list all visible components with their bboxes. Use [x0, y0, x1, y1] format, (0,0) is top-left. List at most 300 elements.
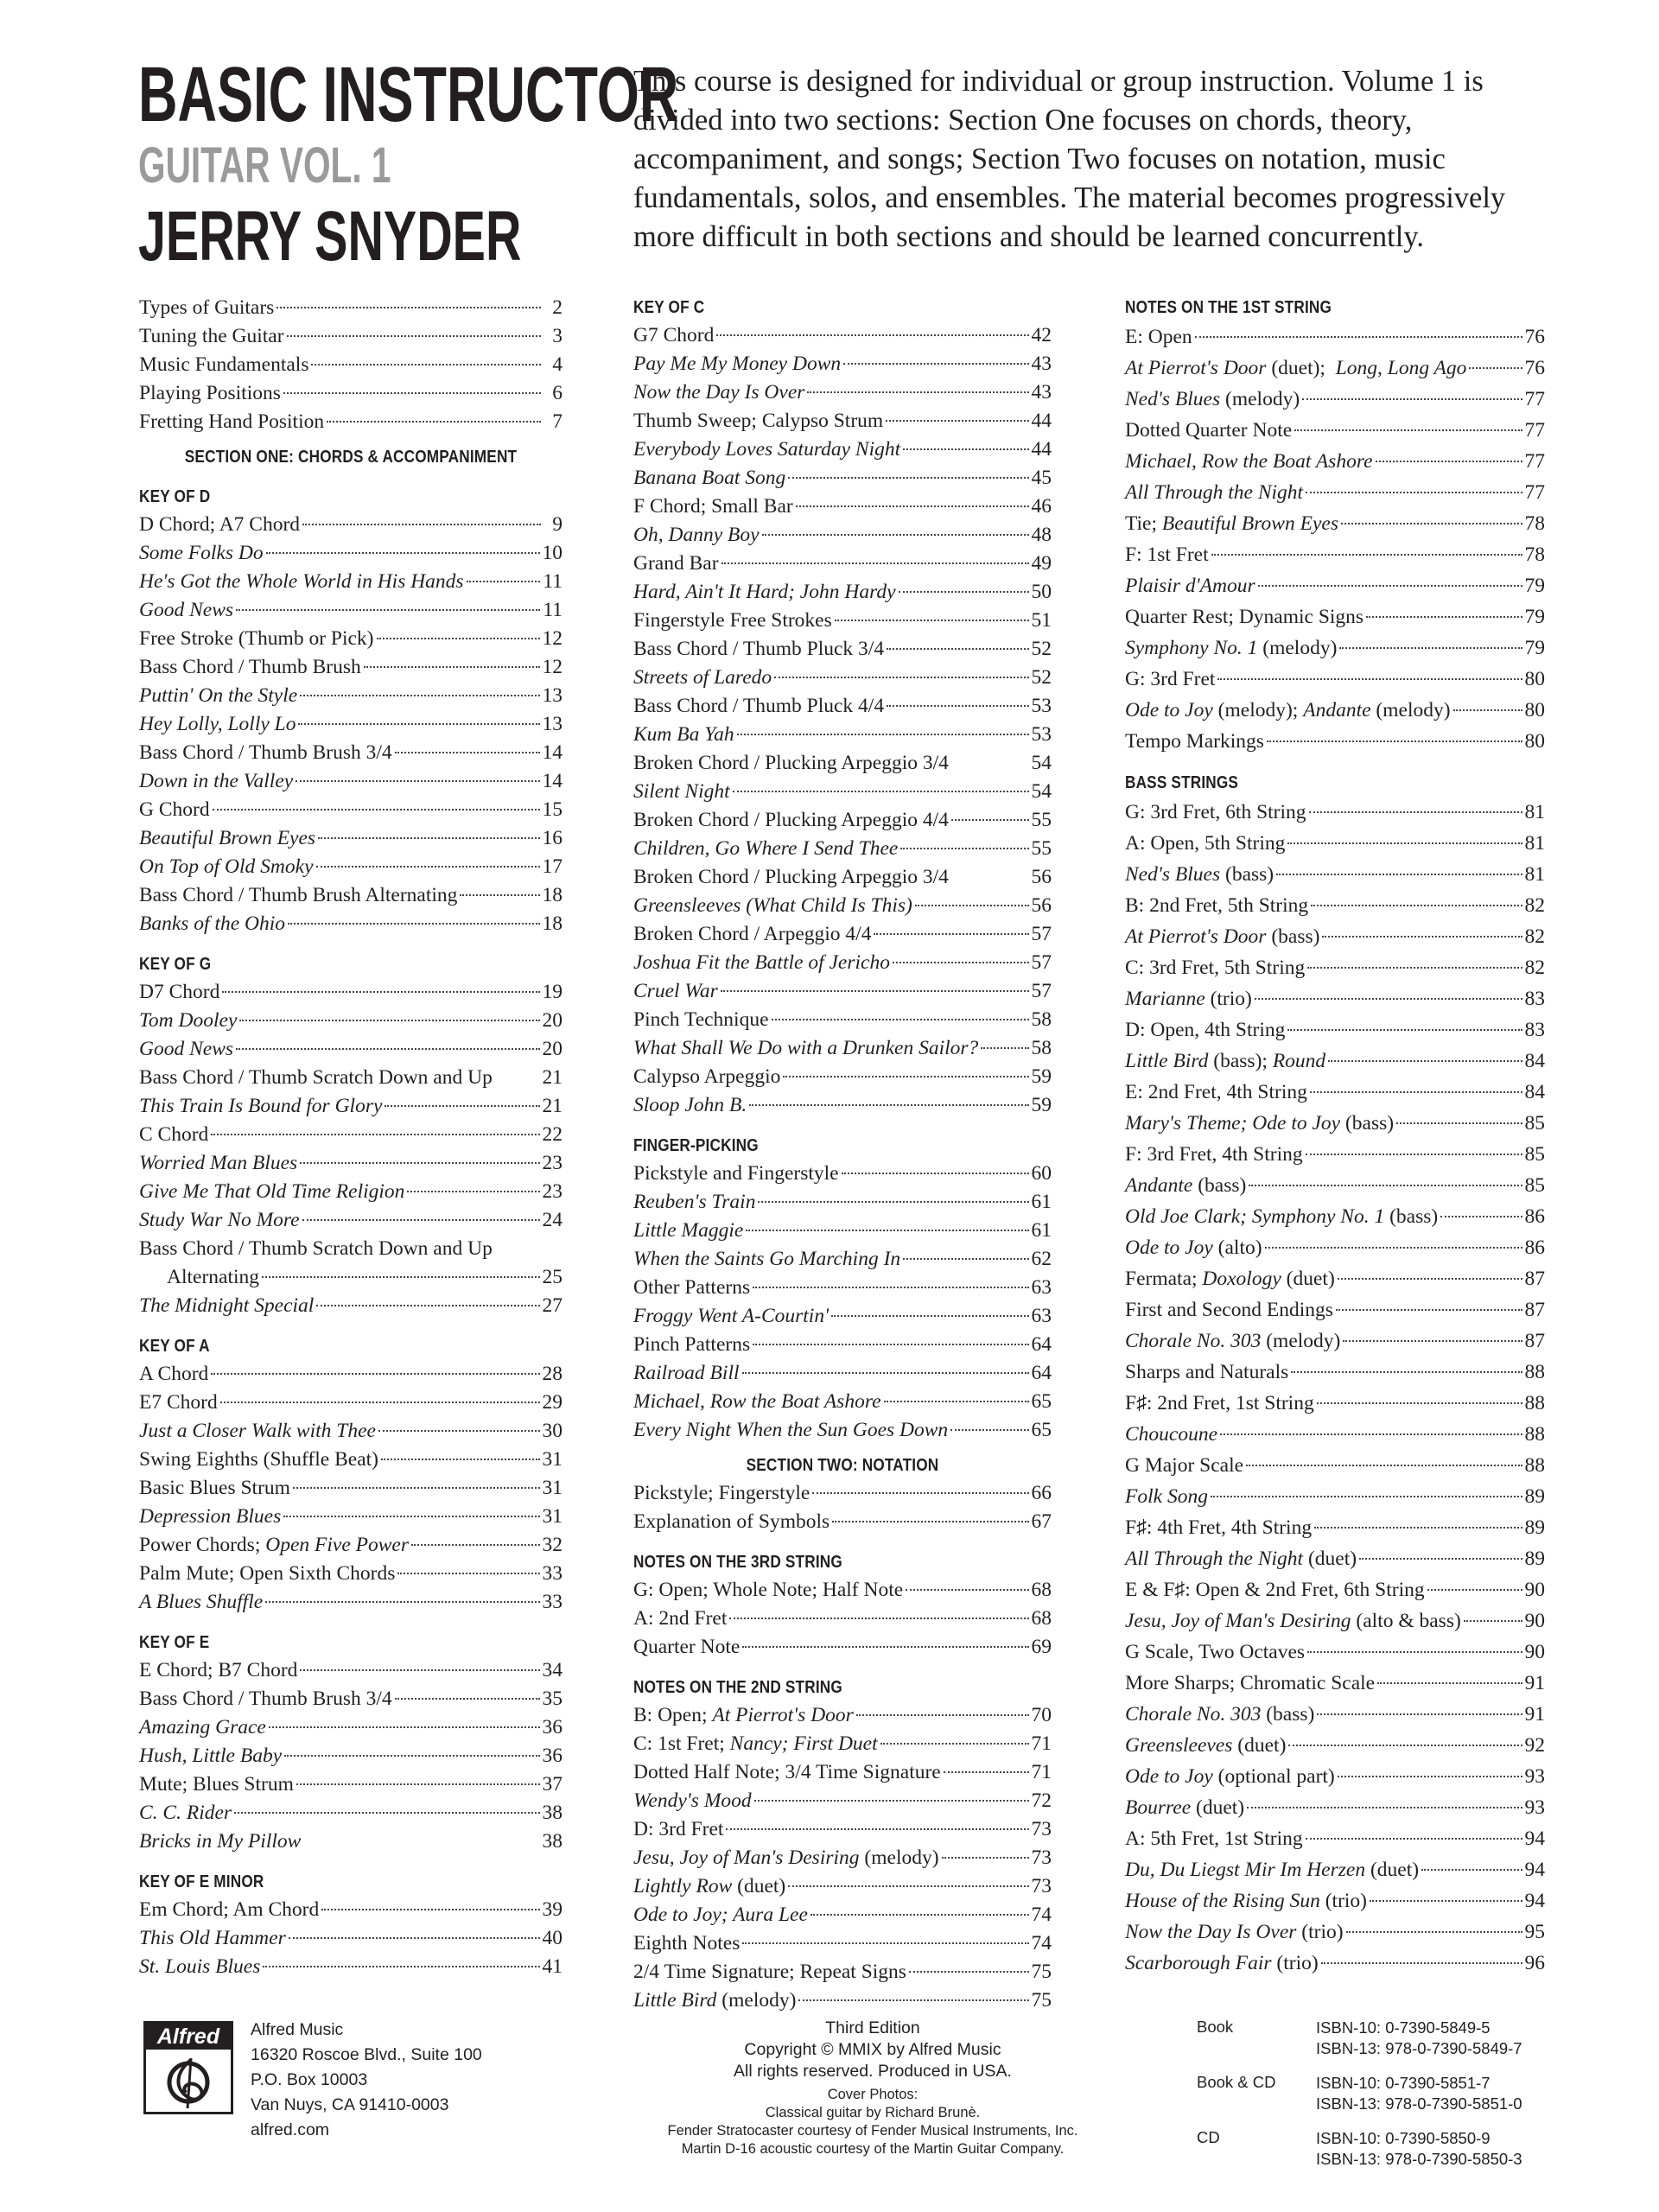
dot-leader [213, 809, 540, 810]
page-number: 57 [1031, 980, 1052, 1002]
toc-heading: FINGER-PICKING [633, 1136, 759, 1155]
toc-entry [139, 568, 563, 596]
entry-title [139, 910, 285, 938]
entry-title-text: Mute; Blues Strum [139, 1773, 294, 1796]
entry-title-suffix: (melody) [716, 1989, 797, 2012]
page-number: 51 [1031, 609, 1052, 632]
entry-title [139, 351, 308, 379]
toc-entry [633, 1188, 1052, 1217]
toc-entry [1125, 1170, 1545, 1201]
page-number: 74 [1031, 1904, 1052, 1926]
dot-leader [302, 1219, 540, 1221]
page-number: 13 [542, 684, 563, 707]
toc-entry [633, 607, 1052, 635]
toc-heading: NOTES ON THE 3RD STRING [633, 1553, 842, 1572]
page-number: 89 [1524, 1485, 1545, 1508]
entry-title [1125, 726, 1264, 757]
isbn-10: ISBN-10: 0-7390-5850-9 [1316, 2129, 1491, 2147]
entry-title [139, 1953, 260, 1981]
dot-leader [753, 1287, 1028, 1288]
entry-title [1125, 1170, 1246, 1201]
dot-leader [726, 1828, 1028, 1830]
dot-leader [1396, 1122, 1522, 1124]
toc-entry [633, 1929, 1052, 1958]
publisher-website: alfred.com [251, 2120, 330, 2139]
entry-title [633, 1986, 796, 2015]
entry-title-text: Study War No More [139, 1209, 300, 1231]
entry-title-text: Bass Chord / Thumb Brush 3/4 [139, 1688, 392, 1710]
entry-title [1125, 1294, 1333, 1325]
dot-leader [222, 991, 539, 993]
page-number: 27 [542, 1294, 563, 1317]
entry-title-text: When the Saints Go Marching In [633, 1248, 901, 1270]
toc-entry [139, 1531, 563, 1560]
dot-leader [407, 1191, 539, 1192]
isbn-label: Book & CD [1197, 2073, 1276, 2091]
page-number: 23 [542, 1152, 563, 1174]
dot-leader [239, 1020, 539, 1021]
entry-title-text: Playing Positions [139, 382, 281, 404]
entry-title [139, 1121, 208, 1149]
toc-entry [633, 1758, 1052, 1787]
entry-title-suffix: (bass) [1192, 1174, 1247, 1197]
dot-leader [1267, 741, 1522, 742]
entry-title-text: Streets of Laredo [633, 666, 772, 689]
entry-title [633, 664, 772, 692]
copyright: Copyright © MMIX by Alfred Music [744, 2040, 1001, 2059]
entry-title-rest: Beautiful Brown Eyes [1161, 512, 1338, 535]
entry-title [139, 1389, 218, 1417]
page-number: 90 [1524, 1610, 1545, 1632]
dot-leader [300, 1162, 539, 1164]
page-number: 57 [1031, 923, 1052, 945]
entry-title [1125, 384, 1300, 415]
page-number: 63 [1031, 1276, 1052, 1299]
entry-title-text: D: Open, 4th String [1125, 1019, 1286, 1041]
page-number: 34 [542, 1659, 563, 1681]
page-number: 38 [542, 1802, 563, 1824]
toc-entry [1125, 601, 1545, 632]
page-number: 93 [1524, 1796, 1545, 1819]
entry-title-text: Du, Du Liegst Mir Im Herzen [1125, 1859, 1366, 1881]
page-number: 91 [1524, 1672, 1545, 1694]
entry-title [633, 1091, 747, 1120]
entry-title-text: Chorale No. 303 [1125, 1703, 1262, 1726]
section-title: SECTION TWO: NOTATION [746, 1456, 939, 1475]
dot-leader [1265, 1247, 1522, 1249]
dot-leader [774, 677, 1028, 678]
page-number: 20 [542, 1038, 563, 1060]
page-number: 83 [1524, 1019, 1545, 1041]
page-number: 31 [542, 1505, 563, 1528]
entry-title-text: Banana Boat Song [633, 467, 786, 489]
page-number: 67 [1031, 1510, 1052, 1533]
entry-title-text: Little Maggie [633, 1219, 744, 1242]
dot-leader [944, 1771, 1029, 1773]
toc-entry [139, 351, 563, 379]
entry-title-text: This Train Is Bound for Glory [139, 1095, 383, 1117]
dot-leader [887, 648, 1028, 650]
page-number: 31 [542, 1448, 563, 1471]
entry-title-text: Jesu, Joy of Man's Desiring [633, 1847, 860, 1869]
entry-title [139, 1656, 297, 1685]
entry-title-text: C: 3rd Fret, 5th String [1125, 957, 1306, 979]
dot-leader [385, 1105, 539, 1107]
dot-leader [298, 723, 539, 725]
entry-title [1125, 1419, 1217, 1450]
dot-leader [1211, 1496, 1522, 1497]
page-number: 43 [1031, 353, 1052, 375]
dot-leader [269, 1726, 540, 1728]
entry-title-text: Little Bird [633, 1989, 717, 2012]
publisher-address [251, 2018, 482, 2143]
dot-leader [1309, 811, 1522, 813]
page-number: 40 [542, 1927, 563, 1949]
entry-title [139, 1896, 319, 1924]
toc-entry [633, 1633, 1052, 1662]
entry-title-text: Ode to Joy [1125, 1236, 1213, 1259]
toc-entry [139, 1035, 563, 1064]
toc-entry [139, 682, 563, 710]
page-number: 79 [1524, 575, 1545, 597]
entry-title [139, 539, 264, 568]
entry-title-text: Scarborough Fair [1125, 1952, 1272, 1974]
toc-entry [1125, 664, 1545, 695]
entry-title-text: Banks of the Ohio [139, 912, 286, 935]
entry-title-text: On Top of Old Smoky [139, 855, 314, 878]
dot-leader [236, 1048, 539, 1050]
dot-leader [835, 620, 1029, 621]
page-number: 10 [542, 542, 563, 564]
toc-entry [1125, 695, 1545, 726]
entry-title [633, 321, 714, 350]
entry-title-text: D7 Chord [139, 981, 220, 1003]
entry-title-suffix: (alto) [1212, 1236, 1262, 1259]
dot-leader [1307, 967, 1522, 969]
entry-title-text: Fingerstyle Free Strokes [633, 609, 832, 632]
page-number: 80 [1524, 699, 1545, 721]
page-number: 52 [1031, 666, 1052, 689]
entry-title [1125, 1388, 1314, 1419]
alfred-logo [143, 2021, 233, 2114]
entry-title [633, 493, 793, 521]
page-number: 75 [1031, 1961, 1052, 1983]
entry-title [1125, 921, 1319, 952]
intro-paragraph: This course is designed for individual or group instruction. Volume 1 is divided into two sections: Section One focuses on chords, theory, accompaniment, and songs; Section Two focuses on notation, music fundamentals, solos, and ensembles. The material becomes progressively more difficult in both sections and should be learned concurrently. [633, 65, 1506, 253]
entry-title [633, 1844, 939, 1872]
page-number: 39 [542, 1898, 563, 1921]
dot-leader [843, 363, 1028, 365]
entry-title-text: Bass Chord / Thumb Pluck 3/4 [633, 638, 885, 660]
page-number: 11 [543, 570, 563, 593]
toc-entry [1125, 952, 1545, 983]
toc-heading: NOTES ON THE 2ND STRING [633, 1678, 842, 1697]
dot-leader [1359, 1558, 1522, 1560]
dot-leader [915, 905, 1029, 906]
page-number: 93 [1524, 1765, 1545, 1788]
entry-title-text: G: Open; Whole Note; Half Note [633, 1579, 904, 1601]
address-line: Alfred Music [251, 2020, 344, 2039]
entry-title-text: Grand Bar [633, 552, 719, 575]
rights: All rights reserved. Produced in USA. [734, 2062, 1012, 2081]
entry-title [139, 682, 297, 710]
entry-title [633, 1188, 755, 1217]
entry-title [633, 1388, 881, 1416]
entry-title-text: Bass Chord / Thumb Scratch Down and Up [139, 1066, 493, 1089]
entry-title [633, 1217, 743, 1245]
page-number: 86 [1524, 1236, 1545, 1259]
page-number: 81 [1524, 863, 1545, 886]
entry-title-text: G Scale, Two Octaves [1125, 1641, 1306, 1663]
entry-title-rest: Nancy; First Duet [729, 1732, 878, 1755]
toc-entry [633, 1872, 1052, 1901]
dot-leader [1376, 461, 1522, 462]
dot-leader [300, 1669, 539, 1671]
entry-title-text: Palm Mute; Open Sixth Chords [139, 1562, 396, 1585]
dot-leader [1276, 874, 1522, 875]
page-number: 31 [542, 1477, 563, 1499]
page-number: 36 [542, 1745, 563, 1767]
toc-heading: KEY OF E [139, 1633, 210, 1652]
entry-title-suffix: (duet) [1191, 1796, 1245, 1819]
dot-leader [287, 335, 541, 337]
entry-title-text: Now the Day Is Over [1125, 1921, 1297, 1943]
page-number: 22 [542, 1123, 563, 1146]
entry-title [1125, 664, 1215, 695]
entry-title-suffix: (bass) [1266, 925, 1320, 948]
page-number: 37 [542, 1773, 563, 1796]
entry-title-text: Joshua Fit the Battle of Jericho [633, 951, 890, 974]
entry-title [633, 1245, 900, 1274]
entry-title-suffix: (duet) [732, 1875, 786, 1897]
toc-entry [1125, 859, 1545, 890]
entry-title [633, 949, 890, 977]
entry-title-suffix: (melody); [1212, 699, 1304, 721]
page-number: 12 [542, 656, 563, 678]
toc-heading: KEY OF E MINOR [139, 1872, 264, 1891]
entry-title [1125, 890, 1308, 921]
logo-wordmark: Alfred [146, 2024, 231, 2050]
entry-title [139, 1092, 382, 1121]
dot-leader [842, 1173, 1029, 1174]
entry-title [1125, 353, 1466, 384]
entry-title [1125, 508, 1338, 539]
entry-title-text: G Chord [139, 798, 210, 821]
dot-leader [395, 752, 540, 753]
toc-entry [1125, 1885, 1545, 1916]
dot-leader [856, 1714, 1029, 1716]
entry-title [1125, 859, 1274, 890]
toc-entry [633, 1576, 1052, 1605]
page-number: 79 [1524, 606, 1545, 628]
entry-title [139, 853, 314, 881]
page-number: 74 [1031, 1932, 1052, 1955]
dot-leader [942, 1857, 1029, 1859]
entry-title [1125, 983, 1252, 1014]
page-number: 59 [1031, 1094, 1052, 1116]
toc-entry [633, 977, 1052, 1006]
dot-leader [1343, 1340, 1522, 1342]
entry-title [139, 568, 464, 596]
entry-title-text: 2/4 Time Signature; Repeat Signs [633, 1961, 906, 1983]
entry-title-text: C: 1st Fret; [633, 1732, 730, 1755]
dot-leader [288, 923, 539, 925]
page-number: 91 [1524, 1703, 1545, 1726]
dot-leader [762, 534, 1029, 536]
toc-entry [1125, 797, 1545, 828]
entry-title [633, 1758, 941, 1787]
page-number: 84 [1524, 1081, 1545, 1103]
entry-title-text: Marianne [1125, 988, 1205, 1010]
entry-title-text: All Through the Night [1125, 481, 1304, 504]
dot-leader [1247, 1807, 1522, 1808]
toc-entry [633, 1006, 1052, 1034]
page-number: 49 [1031, 552, 1052, 575]
page-number: 72 [1031, 1789, 1052, 1812]
entry-title [633, 1872, 785, 1901]
toc-entry [633, 321, 1052, 350]
dot-leader [265, 1601, 539, 1603]
dot-leader [746, 1230, 1028, 1231]
dot-leader [1377, 1682, 1522, 1684]
dot-leader [1220, 1433, 1522, 1435]
entry-title-text: A Chord [139, 1363, 209, 1385]
entry-title-text: St. Louis Blues [139, 1955, 261, 1978]
dot-leader [884, 1401, 1029, 1402]
entry-title [139, 1064, 493, 1092]
toc-entry [1125, 828, 1545, 859]
toc-entry [1125, 1325, 1545, 1357]
entry-title-text: This Old Hammer [139, 1927, 286, 1949]
isbn-13: ISBN-13: 978-0-7390-5851-0 [1316, 2094, 1522, 2113]
entry-title-rest: Round [1272, 1050, 1326, 1072]
entry-title [1125, 1761, 1335, 1792]
toc-entry [633, 1359, 1052, 1388]
page-number: 20 [542, 1009, 563, 1032]
toc-entry [139, 881, 563, 910]
entry-title-suffix: (trio) [1296, 1921, 1344, 1943]
page-number: 68 [1031, 1579, 1052, 1601]
dot-leader [302, 524, 541, 525]
page-number: 80 [1524, 668, 1545, 690]
page-number: 85 [1524, 1112, 1545, 1135]
dot-leader [981, 1047, 1028, 1049]
dot-leader [812, 1492, 1028, 1494]
entry-title [1125, 1543, 1357, 1574]
entry-title-text: Pay Me My Money Down [633, 353, 842, 375]
dot-leader [754, 1800, 1029, 1802]
toc-entry [1125, 1108, 1545, 1139]
dot-leader [1346, 1931, 1522, 1933]
entry-title [1125, 1605, 1461, 1637]
isbn-block [1197, 2018, 1560, 2183]
toc-entry [1125, 1543, 1545, 1574]
dot-leader [900, 848, 1028, 849]
entry-title [633, 1479, 810, 1508]
entry-title-text: G: 3rd Fret, 6th String [1125, 801, 1306, 823]
toc-entry [139, 408, 563, 436]
entry-title-text: E & F♯: Open & 2nd Fret, 6th String [1125, 1579, 1425, 1601]
author-name: JERRY SNYDER [138, 197, 522, 276]
entry-title-text: Eighth Notes [633, 1932, 741, 1955]
entry-title [1125, 632, 1337, 664]
entry-title-text: Give Me That Old Time Religion [139, 1180, 405, 1203]
page-number: 15 [542, 798, 563, 821]
page-number: 44 [1031, 438, 1052, 461]
entry-title-text: Reuben's Train [633, 1191, 756, 1213]
toc-entry [633, 1034, 1052, 1063]
entry-title [1125, 570, 1255, 601]
page-number: 18 [542, 884, 563, 906]
entry-title-text: Everybody Loves Saturday Night [633, 438, 901, 461]
page-number: 78 [1524, 543, 1545, 566]
entry-title-text: E Chord; B7 Chord [139, 1659, 298, 1681]
dot-leader [211, 1373, 539, 1375]
entry-title-text: Greensleeves (What Child Is This) [633, 894, 912, 917]
entry-title [633, 1508, 830, 1536]
entry-title-text: Depression Blues [139, 1505, 282, 1528]
toc-entry [633, 635, 1052, 664]
toc-entry [139, 739, 563, 767]
toc-entry [633, 493, 1052, 521]
entry-title-suffix: (bass) [1261, 1703, 1315, 1726]
entry-title-text: Alternating [167, 1266, 260, 1288]
dot-leader [1287, 842, 1522, 844]
dot-leader [377, 638, 540, 639]
page-number: 87 [1524, 1299, 1545, 1321]
entry-title-text: C Chord [139, 1123, 209, 1146]
toc-entry [1125, 1512, 1545, 1543]
toc-entry [139, 796, 563, 824]
dot-leader [364, 666, 540, 668]
toc-entry [139, 1770, 563, 1799]
page-number: 63 [1031, 1305, 1052, 1327]
toc-entry [139, 1121, 563, 1149]
page-number: 36 [542, 1716, 563, 1738]
page-number: 64 [1031, 1333, 1052, 1356]
entry-title [139, 1770, 294, 1799]
entry-title-rest: Doxology [1202, 1268, 1281, 1290]
entry-title [139, 1446, 378, 1474]
toc-entry [1125, 539, 1545, 570]
page-number: 77 [1524, 481, 1545, 504]
page-number: 64 [1031, 1362, 1052, 1384]
page-number: 52 [1031, 638, 1052, 660]
toc-entry [1125, 1139, 1545, 1170]
page-number: 33 [542, 1591, 563, 1613]
address-line: P.O. Box 10003 [251, 2070, 368, 2089]
entry-title [633, 407, 883, 435]
entry-title-text: Bass Chord / Thumb Scratch Down and Up [139, 1237, 493, 1260]
toc-entry [139, 1178, 563, 1206]
toc-column-3 [1125, 294, 1545, 1979]
toc-entry [1125, 921, 1545, 952]
entry-title-text: Folk Song [1125, 1485, 1208, 1508]
entry-title [633, 1701, 854, 1730]
entry-title-text: D Chord; A7 Chord [139, 513, 301, 536]
toc-entry [1125, 1419, 1545, 1450]
edition-info [605, 2018, 1141, 2158]
entry-title [633, 378, 804, 407]
page-number: 68 [1031, 1607, 1052, 1630]
entry-title-suffix: (trio) [1271, 1952, 1319, 1974]
entry-title-text: F Chord; Small Bar [633, 495, 793, 518]
toc-entry [139, 1588, 563, 1617]
dot-leader [721, 563, 1029, 564]
dot-leader [1469, 367, 1522, 369]
page-number: 82 [1524, 894, 1545, 917]
dot-leader [742, 1942, 1028, 1944]
